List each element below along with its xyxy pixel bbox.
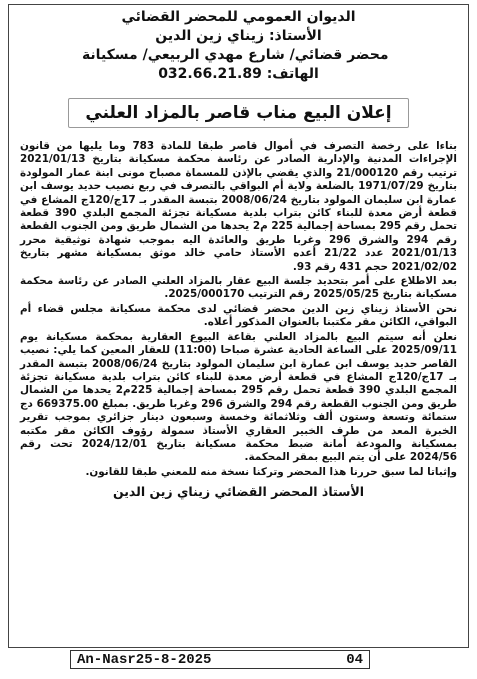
bailiff-name: الأستاذ: زيناي زين الدين — [155, 28, 322, 44]
paragraph-closing: وإثباتا لما سبق حررنا هذا المحضر وتركنا نسخة منه للمعني طبقا للقانون. — [85, 465, 457, 478]
newspaper-date: An-Nasr25-8-2025 — [77, 651, 212, 668]
office-name: الديوان العمومي للمحضر القضائي — [121, 9, 356, 25]
office-address: محضر قضائي/ شارع مهدي الربيعي/ مسكيانة — [81, 47, 389, 63]
notice-body — [12, 140, 465, 479]
page-number: 04 — [346, 651, 363, 668]
paragraph-authorization: بناءا على رخصة التصرف في أموال قاصر طبقا للمادة 783 وما يليها من قانون الإجراءات المدنية والإدارية الصادر عن رئاسة محكمة مسكيانة بتاريخ 2021/01/13 ترتيب رقم 21/000120 والذي يقضي بالإذن للمسماة مصباح مونى ابنة عمار المولودة بتاريخ 1971/07/29 بالضلعة ولاية أم البواقي بالتصرف في ربع نصيب حديد يوسف ابن عمارة ابن سليمان المولود بتاريخ 2008/06/24 بتبسة المقدر بـ 17ج/120ج المشاع في قطعة أرض معدة للبناء كائن بتراب بلدية مسكيانة تجزئة المجمع البلدي 390 قطعة تحمل رقم 295 بمساحة إجمالية 225 م2 يحدها من الشمال طريق ومن الجنوب القطعة رقم 294 والشرق 296 وغربا طريق والعائدة اليه بموجب شهادة توثيقية محرر 2021/01/13 عدد 21/22 أعده الأستاذ حامي خالد موثق بمسكيانة مشهر بتاريخ 2021/02/02 حجم 431 رقم 93. — [20, 140, 458, 273]
notice-title-wrap — [12, 98, 465, 128]
paragraph-order: بعد الاطلاع على أمر بتحديد جلسة البيع عقار بالمزاد العلني الصادر عن رئاسة محكمة مسكيانة بتاريخ 2025/05/25 رقم الترتيب 2025/000170. — [20, 275, 457, 301]
signature: الأستاذ المحضر القضائي زيناي زين الدين — [112, 484, 365, 500]
office-phone: الهاتف: 032.66.21.89 — [158, 66, 319, 82]
notice-title: إعلان البيع مناب قاصر بالمزاد العلني — [68, 98, 408, 128]
notice-header — [81, 8, 389, 84]
paragraph-sale-details: نعلن أنه سيتم البيع بالمزاد العلني بقاعة البيوع العقارية بمحكمة مسكيانة يوم 2025/09/11 على الساعة الحادية عشرة صباحا (11:00) للعقار المعين كما يلي: نصيب القاصر حديد يوسف ابن عمارة ابن سليمان المولود بتاريخ 2008/06/24 بتبسة المقدر بـ 17ج/120ج المشاع في قطعة أرض معدة للبناء كائن بتراب بلدية مسكيانة تجزئة المجمع البلدي 390 قطعة تحمل رقم 295 بمساحة إجمالية 225م2 يحدها من الشمال طريق ومن الجنوب القطعة رقم 294 والشرق 296 وغربا طريق. بمبلغ 669375.00 دج ستمائة وتسعة وستون ألف وثلاثمائة وخمسة وسبعون دينار جزائري بموجب تقرير الخبرة المعد من طرف الخبير العقاري الأستاذ سمولة رؤوف الكائن مقر مكتبه بمسكيانة والمودعة أمانة ضبط محكمة مسكيانة بتاريخ 2024/12/01 تحت رقم 2024/56 على أن يتم البيع بمقر المحكمة. — [20, 330, 458, 464]
paragraph-bailiff: نحن الأستاذ زيناي زين الدين محضر قضائي لدى محكمة مسكيانة مجلس قضاء أم البواقي، الكائن مقر مكتبنا بالعنوان المذكور أعلاه. — [20, 302, 457, 329]
newspaper-footer — [70, 650, 370, 669]
